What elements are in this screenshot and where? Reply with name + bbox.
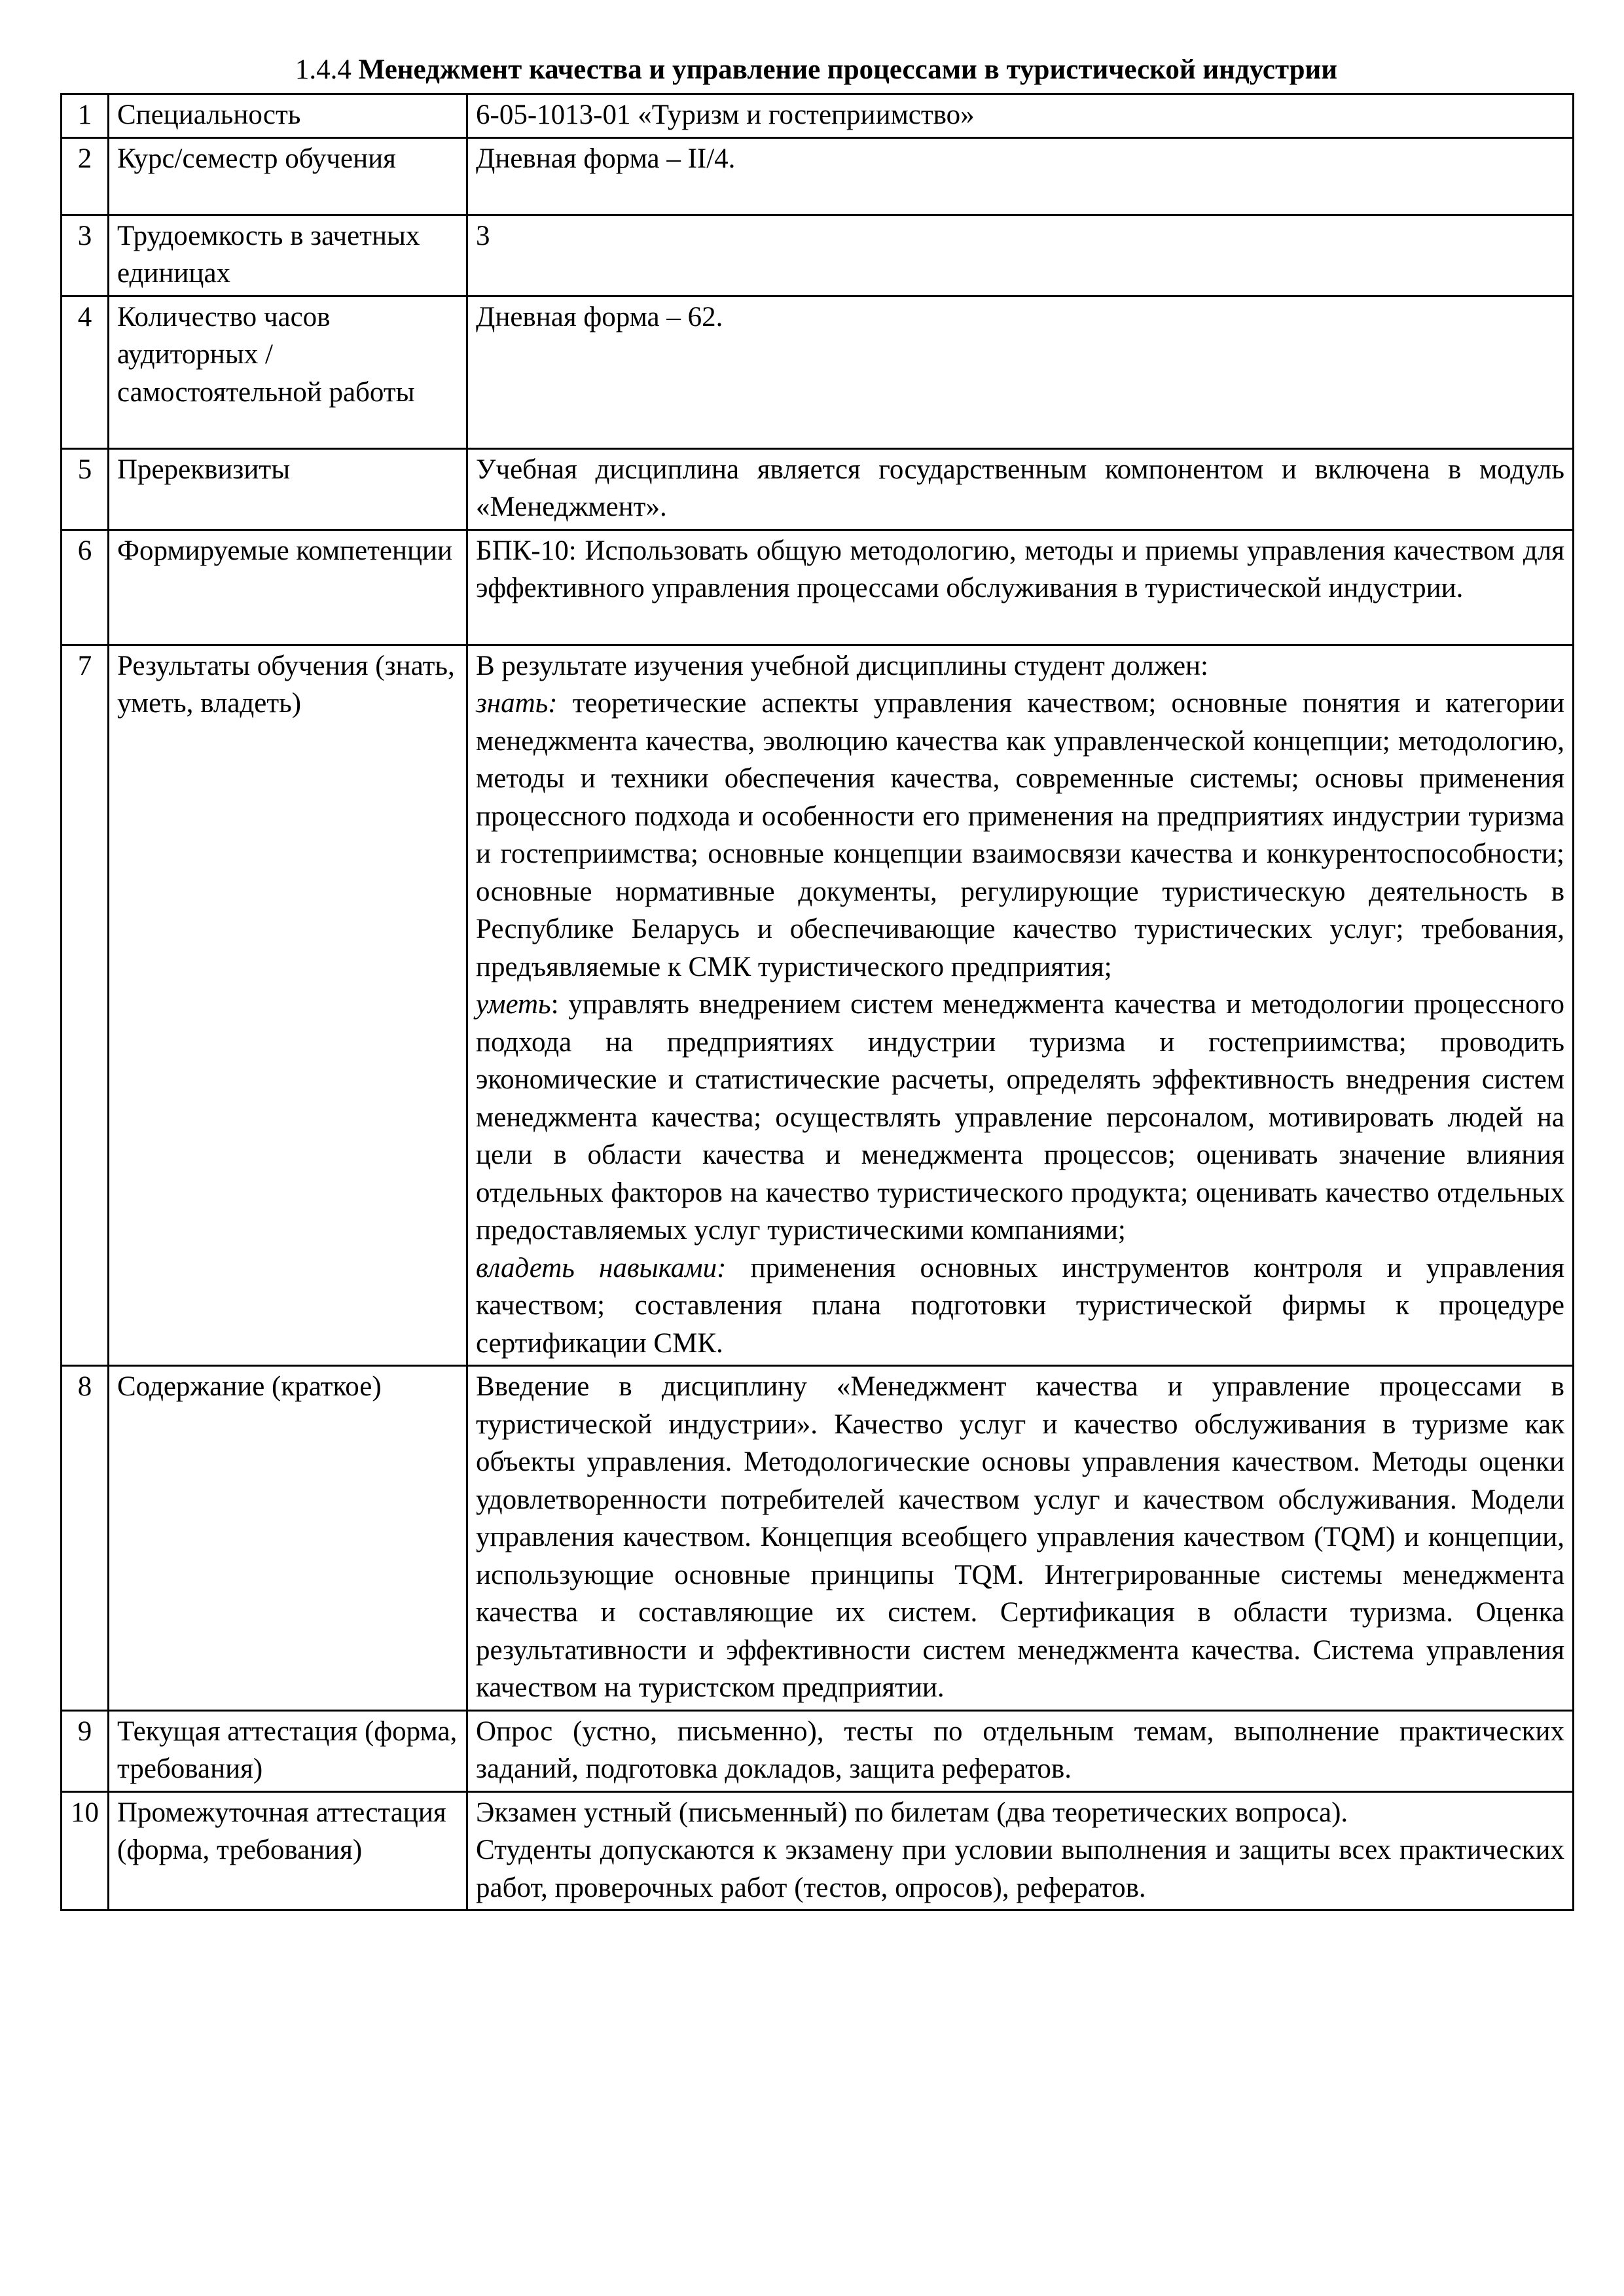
row-value: БПК-10: Использовать общую методологию, методы и приемы управления качеством для эффективного управления процессами обслуживания в туристической индустрии. xyxy=(467,529,1574,645)
row-label: Формируемые компетенции xyxy=(109,529,467,645)
learning-outcomes-intro: В результате изучения учебной дисциплины студент должен: xyxy=(476,650,1209,681)
can-lead: уметь xyxy=(476,989,551,1020)
title-text: Менеджмент качества и управление процессами в туристической индустрии xyxy=(358,54,1338,85)
table-row xyxy=(62,1710,1574,1791)
table-row xyxy=(62,215,1574,296)
table-row xyxy=(62,645,1574,1366)
row-number: 6 xyxy=(62,529,109,645)
learning-outcomes-know xyxy=(476,685,1564,986)
row-label: Текущая аттестация (форма, требования) xyxy=(109,1710,467,1791)
row-value: Опрос (устно, письменно), тесты по отдельным темам, выполнение практических заданий, подготовка докладов, защита рефератов. xyxy=(467,1710,1574,1791)
table-row xyxy=(62,529,1574,645)
row-label: Содержание (краткое) xyxy=(109,1366,467,1711)
row-value: Дневная форма – II/4. xyxy=(467,137,1574,215)
row-value: 3 xyxy=(467,215,1574,296)
row-value-learning-outcomes xyxy=(467,645,1574,1366)
table-row xyxy=(62,1791,1574,1910)
learning-outcomes-can xyxy=(476,986,1564,1249)
course-spec-table xyxy=(60,93,1574,1911)
row-label: Пререквизиты xyxy=(109,448,467,529)
row-label: Специальность xyxy=(109,94,467,138)
row-label: Результаты обучения (знать, уметь, владеть) xyxy=(109,645,467,1366)
row-number: 10 xyxy=(62,1791,109,1910)
row-value: Введение в дисциплину «Менеджмент качества и управление процессами в туристической индустрии». Качество услуг и качество обслуживания в туризме как объекты управления. Методологические основы управления качеством. Методы оценки удовлетворенности потребителей качеством услуг и качеством обслуживания. Модели управления качеством. Концепция всеобщего управления качеством (TQM) и концепции, использующие основные принципы TQM. Интегрированные системы менеджмента качества и составляющие их систем. Сертификация в области туризма. Оценка результативности и эффективности систем менеджмента качества. Система управления качеством на туристском предприятии. xyxy=(467,1366,1574,1711)
row-label: Количество часов аудиторных / самостоятельной работы xyxy=(109,296,467,448)
table-row xyxy=(62,448,1574,529)
row-number: 8 xyxy=(62,1366,109,1711)
row-value-intermediate-attestation xyxy=(467,1791,1574,1910)
table-row xyxy=(62,137,1574,215)
row-number: 3 xyxy=(62,215,109,296)
row-value: 6-05-1013-01 «Туризм и гостеприимство» xyxy=(467,94,1574,138)
table-row xyxy=(62,296,1574,448)
title-number: 1.4.4 xyxy=(295,54,352,85)
row-label: Курс/семестр обучения xyxy=(109,137,467,215)
document-page xyxy=(60,52,1572,1911)
row-number: 9 xyxy=(62,1710,109,1791)
own-text: применения основных инструментов контроля и управления качеством; составления плана подготовки туристической фирмы к процедуре сертификации СМК. xyxy=(476,1252,1564,1359)
row-number: 7 xyxy=(62,645,109,1366)
row-number: 2 xyxy=(62,137,109,215)
document-title xyxy=(60,52,1572,93)
row-label: Промежуточная аттестация (форма, требования) xyxy=(109,1791,467,1910)
row-number: 4 xyxy=(62,296,109,448)
row-value: Учебная дисциплина является государственным компонентом и включена в модуль «Менеджмент». xyxy=(467,448,1574,529)
row-value: Дневная форма – 62. xyxy=(467,296,1574,448)
attestation-line-2: Студенты допускаются к экзамену при условии выполнения и защиты всех практических работ, проверочных работ (тестов, опросов), рефератов. xyxy=(476,1835,1564,1903)
table-row xyxy=(62,94,1574,138)
learning-outcomes-own xyxy=(476,1249,1564,1363)
table-row xyxy=(62,1366,1574,1711)
attestation-line-1: Экзамен устный (письменный) по билетам (два теоретических вопроса). xyxy=(476,1797,1348,1828)
know-text: теоретические аспекты управления качеством; основные понятия и категории менеджмента качества, эволюцию качества как управленческой концепции; методологию, методы и техники обеспечения качества, современные системы; основы применения процессного подхода и особенности его применения на предприятиях индустрии туризма и гостеприимства; основные концепции взаимосвязи качества и конкурентоспособности; основные нормативные документы, регулирующие туристическую деятельность в Республике Беларусь и обеспечивающие качество туристических услуг; требования, предъявляемые к СМК туристического предприятия; xyxy=(476,688,1564,982)
know-lead: знать: xyxy=(476,688,558,719)
own-lead: владеть навыками: xyxy=(476,1252,727,1283)
row-number: 1 xyxy=(62,94,109,138)
row-label: Трудоемкость в зачетных единицах xyxy=(109,215,467,296)
row-number: 5 xyxy=(62,448,109,529)
can-text: : управлять внедрением систем менеджмента качества и методологии процессного подхода на предприятиях индустрии туризма и гостеприимства; проводить экономические и статистические расчеты, определять эффективность внедрения систем менеджмента качества; осуществлять управление персоналом, мотивировать людей на цели в области качества и менеджмента процессов; оценивать значение влияния отдельных факторов на качество туристического продукта; оценивать качество отдельных предоставляемых услуг туристическими компаниями; xyxy=(476,989,1564,1246)
